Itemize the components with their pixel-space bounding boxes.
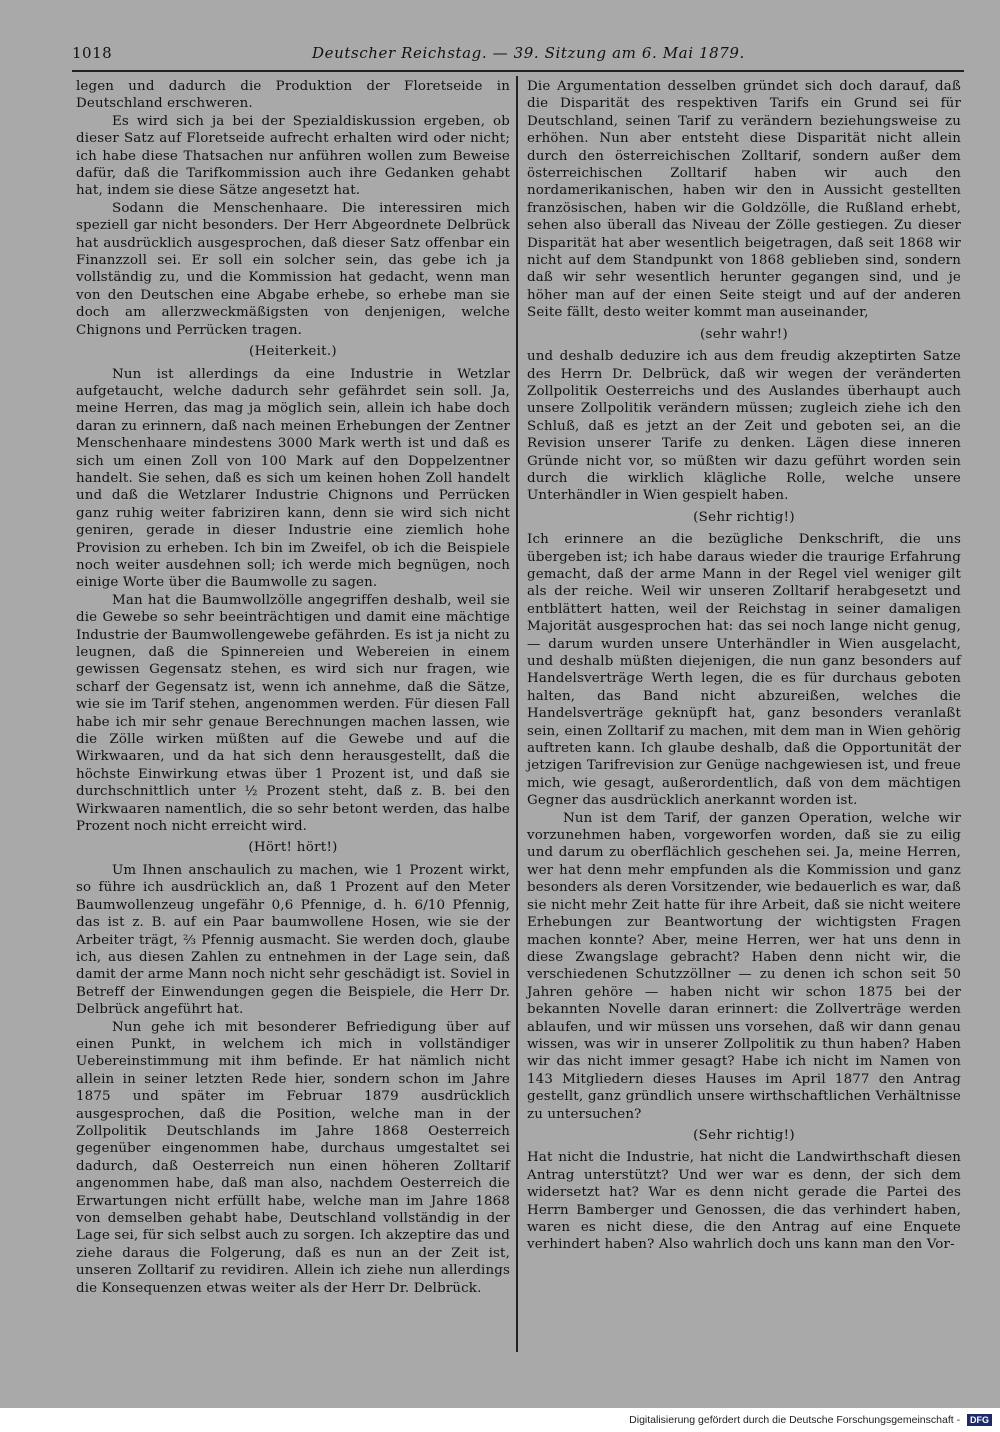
paragraph: Nun gehe ich mit besonderer Befriedigung über auf einen Punkt, in welchem ich mich in vollständiger Uebereinstimmung mit ihm befinde. Er hat nämlich nicht allein in seiner letzten Rede hier, sondern schon im Jahre 1875 und später im Februar 1879 ausdrücklich ausgesprochen, daß die Position, welche man in der Zollpolitik Deutschlands im Jahre 1868 Oesterreich gegenüber eingenommen habe, durchaus umgestaltet sei dadurch, daß Oesterreich nun einen höheren Zolltarif angenommen habe, daß man also, nachdem Oesterreich die Erwartungen nicht erfüllt habe, welche man im Jahre 1868 von demselben gehabt habe, Deutschland vollständig in der Lage sei, für sich selbst auch zu sorgen. Ich akzeptire das und ziehe daraus die Folgerung, daß es nun an der Zeit ist, unseren Zolltarif zu revidiren. Allein ich ziehe nun allerdings die Konsequenzen etwas weiter als der Herr Dr. Delbrück.: [76, 1019, 510, 1296]
page-header: [72, 44, 962, 68]
running-head: Deutscher Reichstag. — 39. Sitzung am 6. Mai 1879.: [312, 44, 745, 62]
paragraph: Ich erinnere an die bezügliche Denkschrift, die uns übergeben ist; ich habe daraus wieder die traurige Erfahrung gemacht, daß der arme Mann in der Regel viel weniger gilt als der reiche. Weil wir unseren Zolltarif herabgesetzt und entblättert hatten, weil der Reichstag in seiner damaligen Majorität ausgesprochen hat: das sei noch lange nicht genug, — darum wurden unsere Unterhändler in Wien ausgelacht, und deshalb müßten diejenigen, die nun ganz besonders auf Handelsverträge Werth legen, die es für durchaus geboten halten, das Band nicht abzureißen, welches die Handelsverträge geknüpft hat, ganz besonders veranlaßt sein, einen Zolltarif zu machen, mit dem man in Wien gehörig auftreten kann. Ich glaube deshalb, daß die Opportunität der jetzigen Tarifrevision zur Genüge nachgewiesen ist, und freue mich, wie gesagt, außerordentlich, daß von dem mächtigen Gegner das ausdrücklich anerkannt worden ist.: [527, 532, 961, 809]
footer: [629, 1414, 992, 1426]
left-column: [76, 78, 510, 1297]
column-divider: [516, 76, 518, 1352]
interjection: (Sehr richtig!): [693, 509, 795, 525]
paragraph: Man hat die Baumwollzölle angegriffen deshalb, weil sie die Gewebe so sehr beeinträchtigen und damit eine mächtige Industrie der Baumwollengewebe gefährden. Es ist ja nicht zu leugnen, daß die Spinnereien und Webereien in einem gewissen Gegensatz stehen, es wird sich nur fragen, wie scharf der Gegensatz ist, wenn ich annehme, daß die Sätze, wie sie im Tarif stehen, angenommen werden. Für diesen Fall habe ich mir sehr genaue Berechnungen machen lassen, wie die Zölle wirken müßten auf die Gewebe und auf die Wirkwaaren, und da hat sich denn herausgestellt, daß die höchste Einwirkung etwas über 1 Prozent ist, und daß sie durchschnittlich unter ½ Prozent steht, daß z. B. bei den Wirkwaaren namentlich, die so sehr betont werden, das halbe Prozent noch nicht erreicht wird.: [76, 592, 510, 835]
paragraph: Nun ist dem Tarif, der ganzen Operation, welche wir vorzunehmen haben, vorgeworfen worden, daß sie zu eilig und darum zu oberflächlich geschehen sei. Ja, meine Herren, wer hat denn mehr empfunden als die Kommission und ganz besonders als deren Vorsitzender, wie bedauerlich es war, daß sie nicht mehr Zeit hatte für ihre Arbeit, daß sie nicht weitere Erhebungen zur Beantwortung der wichtigsten Fragen machen konnte? Aber, meine Herren, wer hat uns denn in diese Zwangslage gebracht? Haben denn nicht wir, die verschiedenen Schutzzöllner — zu denen ich schon seit 50 Jahren gehöre — haben nicht wir schon 1875 bei der bekannten Novelle daran erinnert: die Zollverträge werden ablaufen, und wir müssen uns vorsehen, daß wir dann genau wissen, was wir in unserer Zollpolitik zu thun haben? Haben wir das nicht immer gesagt? Habe ich nicht im Namen von 143 Mitgliedern dieses Hauses im April 1877 den Antrag gestellt, ganz gründlich unsere wirthschaftlichen Verhältnisse zu untersuchen?: [527, 810, 961, 1122]
paragraph: Nun ist allerdings da eine Industrie in Wetzlar aufgetaucht, welche dadurch sehr gefährdet sein soll. Ja, meine Herren, das mag ja möglich sein, allein ich habe doch daran zu erinnern, daß nach meinen Erhebungen der Zentner Menschenhaare mindestens 3000 Mark werth ist und daß es sich um einen Zoll von 100 Mark auf den Doppelzentner handelt. Sie sehen, daß es sich um keinen hohen Zoll handelt und daß die Wetzlarer Industrie Chignons und Perrücken ganz ruhig weiter fabriziren kann, denn sie wird sich nicht geniren, gerade in dieser Industrie eine ziemlich hohe Provision zu erheben. Ich bin im Zweifel, ob ich die Beispiele noch weiter ausdehnen soll; ich werde mich begnügen, noch einige Worte über die Baumwolle zu sagen.: [76, 366, 510, 591]
paragraph: Es wird sich ja bei der Spezialdiskussion ergeben, ob dieser Satz auf Floretseide aufrecht erhalten wird oder nicht; ich habe diese Thatsachen nur anführen wollen zum Beweise dafür, daß die Tarifkommission auch ihre Gedanken gehabt hat, indem sie diese Sätze angesetzt hat.: [76, 113, 510, 199]
interjection: (Heiterkeit.): [249, 344, 337, 360]
right-column: [527, 78, 961, 1254]
paragraph: Hat nicht die Industrie, hat nicht die Landwirthschaft diesen Antrag unterstützt? Und wer war es denn, der sich dem widersetzt hat? War es denn nicht gerade die Partei des Herrn Bamberger und Genossen, die das verhindert haben, waren es nicht diese, die den Antrag auf eine Enquete verhindert haben? Also wahrlich doch uns kann man den Vor-: [527, 1150, 961, 1253]
paragraph: Sodann die Menschenhaare. Die interessiren mich speziell gar nicht besonders. Der Herr Abgeordnete Delbrück hat ausdrücklich ausgesprochen, daß dieser Satz offenbar ein Finanzzoll sei. Er soll ein solcher sein, das gebe ich ja vollständig zu, und die Kommission hat gedacht, wenn man von den Deutschen eine Abgabe erhebe, so erhebe man sie doch am allerzweckmäßigsten von denjenigen, welche Chignons und Perrücken tragen.: [76, 200, 510, 338]
paragraph: Um Ihnen anschaulich zu machen, wie 1 Prozent wirkt, so führe ich ausdrücklich an, daß 1 Prozent auf den Meter Baumwollenzeug ungefähr 0,6 Pfennige, d. h. 6/10 Pfennig, das ist z. B. auf ein Paar baumwollene Hosen, wie sie der Arbeiter trägt, ⅔ Pfennig ausmacht. Sie werden doch, glaube ich, aus diesen Zahlen zu entnehmen in der Lage sein, daß damit der arme Mann noch nicht sehr geschädigt ist. Soviel in Betreff der Einwendungen gegen die Beispiele, die Herr Dr. Delbrück angeführt hat.: [76, 862, 510, 1018]
interjection: (Hört! hört!): [248, 840, 338, 856]
dfg-logo: DFG: [967, 1414, 992, 1426]
paragraph: und deshalb deduzire ich aus dem freudig akzeptirten Satze des Herrn Dr. Delbrück, daß wir wegen der veränderten Zollpolitik Oesterreichs und des Auslandes überhaupt auch unsere Zollpolitik verändern müssen; zugleich ziehe ich den Schluß, daß es jetzt an der Zeit und geboten sei, an die Revision unserer Tarife zu denken. Lägen diese inneren Gründe nicht vor, so müßten wir dazu geführt worden sein durch die wirklich klägliche Rolle, welche unsere Unterhändler in Wien gespielt haben.: [527, 349, 961, 504]
paragraph: legen und dadurch die Produktion der Floretseide in Deutschland erschweren.: [76, 79, 510, 112]
page-number: 1018: [72, 44, 113, 62]
header-rule: [72, 70, 964, 72]
footer-credit: Digitalisierung gefördert durch die Deutsche Forschungsgemeinschaft -: [629, 1414, 961, 1426]
interjection: (sehr wahr!): [700, 326, 788, 342]
paragraph: Die Argumentation desselben gründet sich doch darauf, daß die Disparität des respektiven Tarifs ein Grund sei für Deutschland, seinen Tarif zu verändern beziehungsweise zu erhöhen. Nun aber entsteht diese Disparität nicht allein durch den österreichischen Zolltarif, sondern außer dem österreichischen Zolltarif haben wir auch den nordamerikanischen, haben wir den in Aussicht gestellten französischen, haben wir die Goldzölle, die Rußland erhebt, sehen also überall das Niveau der Zölle gestiegen. Zu dieser Disparität hat aber wesentlich beigetragen, daß seit 1868 wir nicht auf dem Standpunkt von 1868 geblieben sind, sondern daß wir sehr wesentlich herunter gegangen sind, und je höher man auf der einen Seite steigt und auf der anderen Seite fällt, desto weiter kommt man auseinander,: [527, 79, 961, 321]
interjection: (Sehr richtig!): [693, 1127, 795, 1143]
